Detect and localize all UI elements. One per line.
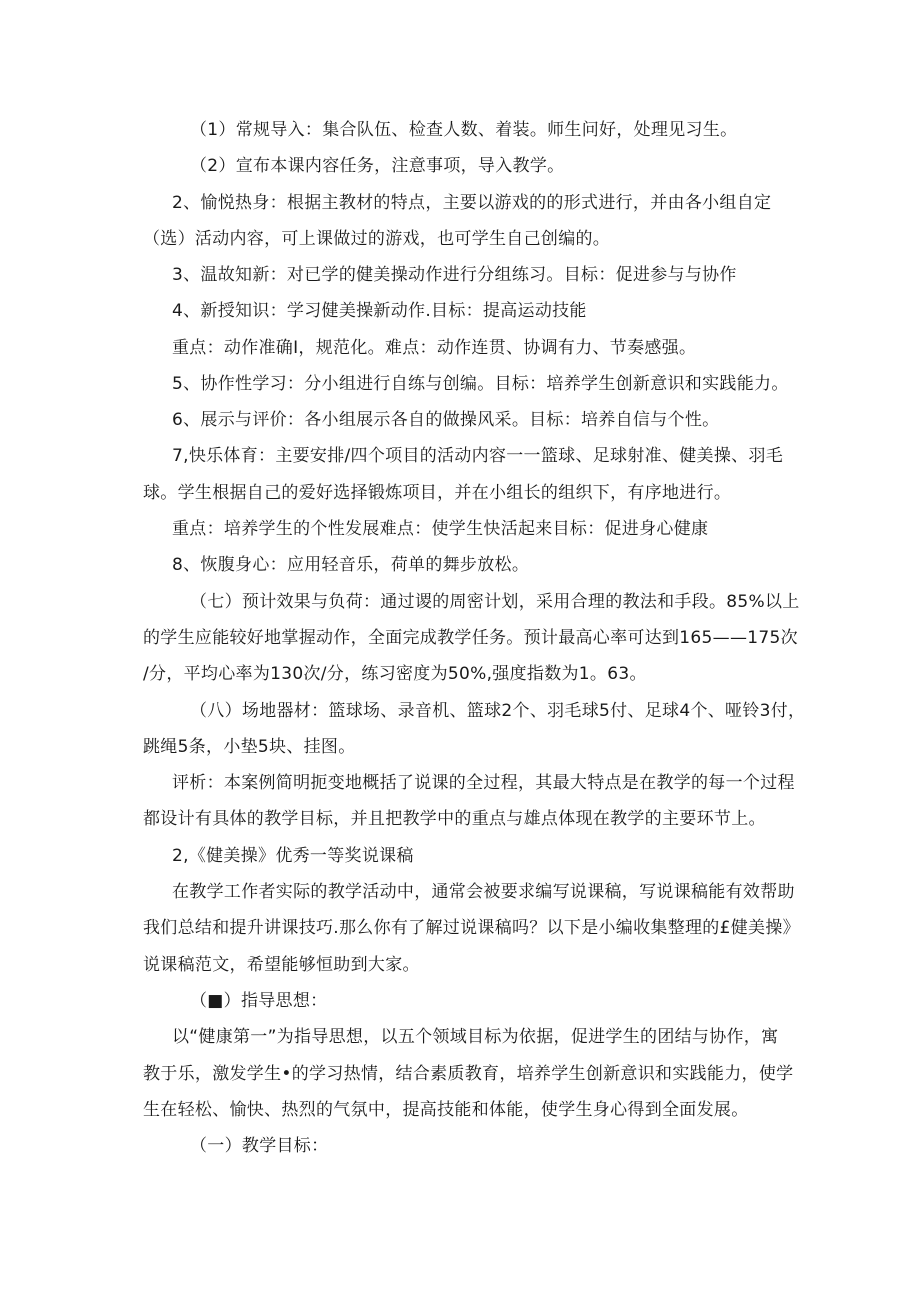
text-line: 的学生应能较好地掌握动作，全面完成教学任务。预计最高心率可达到165——175次 (143, 628, 798, 648)
text-line: 2,《健美操》优秀一等奖说课稿 (172, 846, 414, 866)
text-line: 以“健康第一”为指导思想，以五个领域目标为依据，促进学生的团结与协作，寓 (172, 1027, 779, 1047)
text-line: 我们总结和提升讲课技巧.那么你有了解过说课稿吗？以下是小编收集整理的£健美操》 (143, 918, 800, 938)
text-line: 4、新授知识：学习健美操新动作.目标：提高运动技能 (172, 301, 587, 321)
text-line: 5、协作性学习：分小组进行自练与创编。目标：培养学生创新意识和实践能力。 (172, 374, 789, 394)
text-line: （2）宣布本课内容任务，注意事项，导入教学。 (190, 156, 565, 176)
text-line: 2、愉悦热身：根据主教材的特点，主要以游戏的的形式进行，并由各小组自定 (172, 193, 772, 213)
text-line: 教于乐，激发学生•的学习热情，结合素质教育，培养学生创新意识和实践能力，使学 (143, 1064, 794, 1084)
text-line: 重点：培养学生的个性发展难点：使学生快活起来目标：促进身心健康 (172, 519, 709, 539)
text-line: 6、展示与评价：各小组展示各自的做操风采。目标：培养自信与个性。 (172, 410, 720, 430)
text-line: 8、恢腹身心：应用轻音乐，荷单的舞步放松。 (172, 555, 530, 575)
text-line: （选）活动内容，可上课做过的游戏，也可学生自己创编的。 (143, 229, 611, 249)
text-line: 都设计有具体的教学目标，并且把教学中的重点与雄点体现在教学的主要环节上。 (143, 809, 766, 829)
text-line: 在教学工作者实际的教学活动中，通常会被要求编写说课稿，写说课稿能有效帮助 (172, 882, 795, 902)
text-line: 3、温故知新：对已学的健美操动作进行分组练习。目标：促进参与与协作 (172, 265, 737, 285)
text-line: /分，平均心率为130次/分，练习密度为50%,强度指数为1。63。 (143, 664, 647, 684)
section-heading: （■）指导思想： (190, 991, 328, 1011)
text-line: （1）常规导入：集合队伍、检查人数、着装。师生问好，处理见习生。 (190, 120, 738, 140)
text-line: 跳绳5条，小垫5块、挂图。 (143, 737, 356, 757)
text-line: 球。学生根据自己的爱好选择锻炼项目，并在小组长的组织下，有序地进行。 (143, 483, 732, 503)
text-line: 重点：动作准确I，规范化。难点：动作连贯、协调有力、节奏感强。 (172, 338, 697, 358)
text-line: （七）预计效果与负荷：通过谡的周密计划，采用合理的教法和手段。85%以上 (190, 592, 800, 612)
text-line: （八）场地器材：篮球场、录音机、篮球2个、羽毛球5付、足球4个、哑铃3付， (190, 701, 806, 721)
text-line: 7,快乐体育：主要安排/四个项目的活动内容一一篮球、足球射准、健美操、羽毛 (172, 446, 784, 466)
section-heading: （一）教学目标： (190, 1136, 329, 1156)
text-line: 评析：本案例简明扼变地概括了说课的全过程，其最大特点是在教学的每一个过程 (172, 773, 795, 793)
text-line: 生在轻松、愉快、热烈的气氛中，提高技能和体能，使学生身心得到全面发展。 (143, 1100, 749, 1120)
text-line: 说课稿范文，希望能够恒助到大家。 (143, 955, 420, 975)
